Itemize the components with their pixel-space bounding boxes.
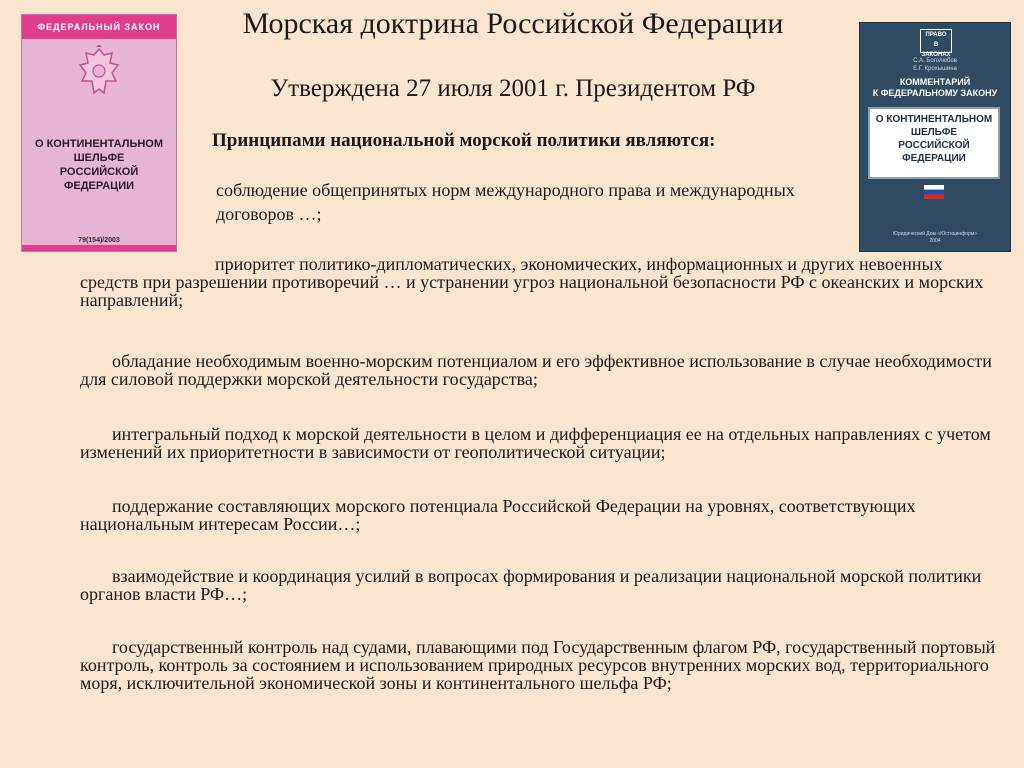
slide-subtitle: Утверждена 27 июля 2001 г. Президентом РФ	[270, 75, 756, 102]
russian-flag-icon	[924, 185, 944, 199]
principle-item: приоритет политико-дипломатических, экономических, информационных и других невоенных средств при разрешении противоречий … и устранении угроз национальной безопасности РФ с океанских и морских направлений;	[80, 254, 984, 310]
book-right-authors: С.А. Боголюбов Е.Г. Крохышина	[913, 58, 957, 72]
principle-item: соблюдение общепринятых норм международного права и международных договоров …;	[216, 180, 795, 224]
book-right-publisher: Юридический Дом «Юстицинформ» 2004	[892, 231, 978, 244]
book-left-title: О КОНТИНЕНТАЛЬНОМ ШЕЛЬФЕ РОССИЙСКОЙ ФЕДЕРАЦИИ	[34, 138, 164, 192]
publisher-logo-icon: ПРАВО В ЗАКОНАХ	[920, 29, 952, 53]
principle-item: взаимодействие и координация усилий в вопросах формирования и реализации национальной морской политики органов власти РФ…;	[80, 566, 982, 604]
principle-item: государственный контроль над судами, плавающими под Государственным флагом РФ, государственный портовый контроль, контроль за состоянием и использованием природных ресурсов внутренних морских вод, территориального моря, исключительной экономической зоны и континентального шельфа РФ;	[80, 637, 996, 693]
book-cover-right	[859, 22, 1011, 252]
book-left-band-label: ФЕДЕРАЛЬНЫЙ ЗАКОН	[22, 15, 176, 39]
book-left-bottom-band	[22, 245, 176, 251]
book-right-comment: КОММЕНТАРИЙ К ФЕДЕРАЛЬНОМУ ЗАКОНУ	[872, 77, 998, 98]
principles-heading: Принципами национальной морской политики являются:	[212, 130, 716, 151]
coat-of-arms-icon	[74, 45, 124, 105]
principle-item: обладание необходимым военно-морским потенциалом и его эффективное использование в случае необходимости для силовой поддержки морской деятельности государства;	[80, 351, 992, 389]
book-right-title: О КОНТИНЕНТАЛЬНОМ ШЕЛЬФЕ РОССИЙСКОЙ ФЕДЕРАЦИИ	[868, 107, 1000, 179]
principle-item: поддержание составляющих морского потенциала Российской Федерации на уровнях, соответствующих национальным интересам России…;	[80, 496, 916, 534]
book-cover-left	[21, 14, 177, 252]
slide-title: Морская доктрина Российской Федерации	[242, 7, 784, 40]
principle-item: интегральный подход к морской деятельности в целом и дифференциация ее на отдельных направлениях с учетом изменений их приоритетности в зависимости от геополитической ситуации;	[80, 424, 991, 462]
book-left-issue: 79(154)/2003	[78, 237, 120, 244]
